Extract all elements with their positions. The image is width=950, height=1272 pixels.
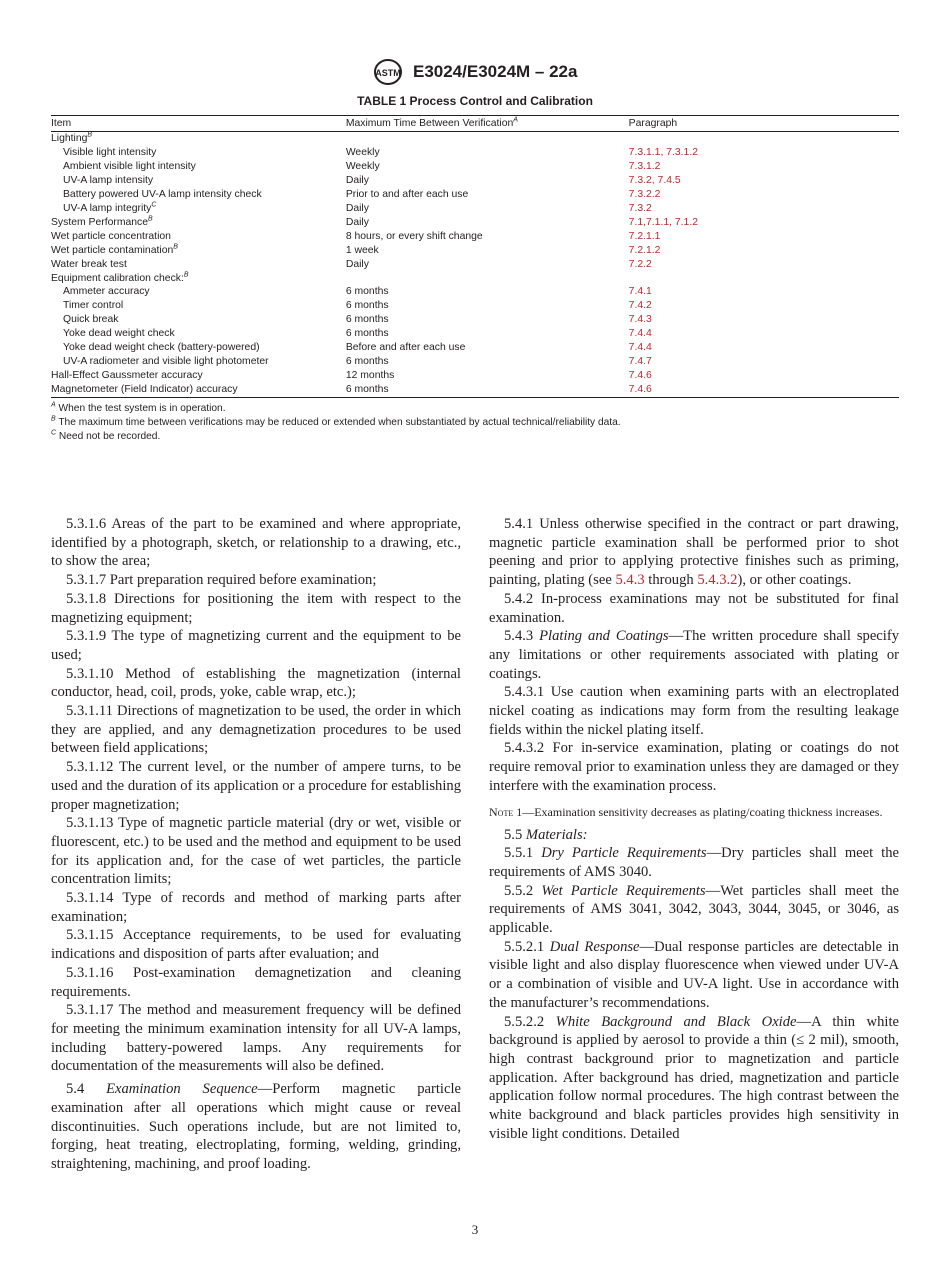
item-label: Wet particle concentration: [51, 230, 171, 242]
paragraph: 5.3.1.16 Post-examination demagnetization and cleaning requirements.: [51, 964, 461, 1000]
item-label: Yoke dead weight check (battery-powered): [63, 342, 260, 354]
table-cell-item: [51, 244, 346, 258]
table-row: [51, 160, 899, 174]
table-cell-item: [51, 285, 346, 299]
table-cell-time: 6 months: [345, 314, 389, 326]
paragraph-materials: [489, 826, 899, 845]
table-cell-time: [346, 272, 629, 286]
section-number: 5.5.2.1: [504, 938, 545, 955]
paragraph: [489, 515, 899, 590]
footnote-mark: B: [51, 415, 56, 423]
item-label: Magnetometer (Field Indicator) accuracy: [51, 384, 238, 396]
paragraph: 5.3.1.12 The current level, or the number of ampere turns, to be used and the duration of its application or a procedure for establishing proper magnetization;: [51, 759, 461, 813]
table-title: TABLE 1 Process Control and Calibration: [357, 94, 593, 108]
paragraph: 5.3.1.15 Acceptance requirements, to be used for evaluating indications and disposition of parts after evaluation; and: [51, 927, 461, 963]
svg-text:ASTM: ASTM: [374, 68, 401, 78]
item-label: Quick break: [63, 314, 119, 326]
paragraph: 5.3.1.6 Areas of the part to be examined and where appropriate, identified by a photograph, sketch, or relationship to a drawing, etc., to show the area;: [51, 516, 461, 570]
footnote-mark: B: [183, 271, 189, 279]
footnote-mark: B: [148, 215, 153, 223]
table-cell-time: Daily: [345, 258, 369, 270]
table-cell-paragraph[interactable]: 7.3.2.2: [628, 188, 661, 200]
cross-reference-link[interactable]: 5.4.3: [615, 572, 645, 589]
section-title: White Background and Black Oxide: [555, 1013, 797, 1030]
right-text-column: [489, 515, 899, 1144]
table-cell-time: Daily: [345, 216, 369, 228]
paragraph-text: ), or other coatings.: [737, 572, 852, 589]
section-text: —Dry particles shall meet the requirements of AMS 3040.: [489, 845, 899, 880]
table-cell-time: 6 months: [345, 328, 389, 340]
section-number: 5.5: [504, 826, 523, 843]
section-title: Wet Particle Requirements: [541, 882, 706, 899]
section-text: —Perform magnetic particle examination after all operations which might cause or reveal discontinuities. Such operations include, but are not limited to, forging, heat treating, electroplating, forming, welding, grinding, straightening, machining, and proof loading.: [51, 1081, 461, 1172]
table-cell-paragraph[interactable]: 7.2.2: [628, 258, 652, 270]
table-cell-item: [51, 258, 346, 272]
table-footnotes: [51, 402, 899, 444]
table-cell-item: [51, 202, 346, 216]
table-cell-time: Weekly: [345, 146, 380, 158]
paragraph: 5.3.1.17 The method and measurement frequency will be defined for meeting the minimum examination intensity for all UV-A lamps, including battery-powered lamps. Any requirements for documentation of the measurements will also be defined.: [51, 1002, 461, 1075]
footnote-mark: C: [51, 429, 57, 437]
section-title: Plating and Coatings: [539, 628, 669, 645]
table-cell-item: [51, 341, 346, 355]
footnote-text: Need not be recorded.: [58, 431, 161, 442]
table-cell-item: [51, 160, 346, 174]
item-label: Yoke dead weight check: [63, 328, 175, 340]
paragraph: 5.3.1.8 Directions for positioning the item with respect to the magnetizing equipment;: [51, 590, 461, 626]
table-row: [51, 272, 899, 286]
table-cell-paragraph[interactable]: 7.4.2: [628, 300, 652, 312]
table-row: [51, 146, 899, 160]
table-row: [51, 369, 899, 383]
table-cell-paragraph[interactable]: 7.2.1.2: [628, 244, 661, 256]
process-control-table: [51, 115, 899, 398]
paragraph: 5.3.1.13 Type of magnetic particle material (dry or wet, visible or fluorescent, etc.) to be used and the method and equipment to be used for its application and, for the case of wet particles, the particle concentration limits;: [51, 815, 461, 888]
table-row: [51, 174, 899, 188]
footnote: [51, 416, 899, 430]
table-cell-time: 6 months: [345, 300, 389, 312]
section-text: —Dual response particles are detectable in visible light and also display fluorescence when viewed under UV-A or a combination of visible and UV-A light. Use in accordance with the manufacturer’s recommendations.: [489, 938, 899, 1011]
paragraph: 5.4.3.1 Use caution when examining parts with an electroplated nickel coating as indications may form from the resulting leakage fields within the nickel plating itself.: [489, 684, 899, 738]
item-label: UV-A lamp integrity: [63, 202, 152, 214]
note-text: —Examination sensitivity decreases as plating/coating thickness increases.: [522, 804, 883, 819]
paragraph: 5.3.1.14 Type of records and method of marking parts after examination;: [51, 890, 461, 925]
table-cell-paragraph[interactable]: 7.3.1.2: [628, 160, 661, 172]
document-designation: E3024/E3024M – 22a: [412, 62, 578, 81]
table-cell-paragraph[interactable]: 7.3.2: [628, 202, 652, 214]
column-header-max-time: [346, 116, 629, 132]
table-cell-paragraph[interactable]: 7.4.7: [628, 356, 652, 368]
table-cell-item: [51, 327, 346, 341]
column-header-max-time-label: Maximum Time Between Verification: [345, 118, 514, 129]
table-cell-paragraph[interactable]: [629, 132, 899, 146]
table-cell-time: Before and after each use: [345, 342, 466, 354]
table-cell-time: 6 months: [345, 356, 389, 368]
footnote-text: When the test system is in operation.: [58, 403, 226, 414]
table-row: [51, 341, 899, 355]
paragraph-white-background: [489, 1013, 899, 1144]
item-label: UV-A lamp intensity: [63, 174, 154, 186]
table-cell-item: [51, 369, 346, 383]
item-label: UV-A radiometer and visible light photometer: [63, 356, 269, 368]
paragraph: 5.3.1.10 Method of establishing the magnetization (internal conductor, head, coil, prods, yoke, cable wrap, etc.);: [51, 665, 461, 701]
table-row: [51, 216, 899, 230]
item-label: Visible light intensity: [63, 146, 157, 158]
paragraph: 5.3.1.7 Part preparation required before examination;: [66, 572, 377, 589]
footnote-mark: B: [173, 243, 178, 251]
table-cell-item: [51, 355, 346, 369]
footnote-text: The maximum time between verifications may be reduced or extended when substantiated by actual technical/reliability data.: [58, 417, 621, 428]
table-cell-time: 1 week: [345, 244, 379, 256]
table-cell-item: [51, 174, 346, 188]
table-cell-paragraph[interactable]: 7.4.4: [628, 342, 652, 354]
paragraph: 5.3.1.11 Directions of magnetization to be used, the order in which they are applied, and any demagnetization procedures to be used between field applications;: [51, 703, 461, 757]
section-number: 5.5.1: [504, 845, 534, 862]
footnote-mark: A: [51, 401, 56, 409]
section-number: 5.4: [66, 1081, 85, 1098]
section-text: —Wet particles shall meet the requirements of AMS 3041, 3042, 3043, 3044, 3045, or 3046, as applicable.: [489, 882, 899, 937]
table-cell-item: [51, 188, 346, 202]
table-cell-time: Daily: [345, 202, 369, 214]
table-row: [51, 355, 899, 369]
item-label: Ammeter accuracy: [63, 286, 150, 298]
table-cell-paragraph[interactable]: 7.4.1: [628, 286, 652, 298]
table-cell-paragraph[interactable]: 7.1,7.1.1, 7.1.2: [628, 216, 698, 228]
paragraph-dual-response: [489, 938, 899, 1013]
table-cell-time: 6 months: [346, 383, 629, 397]
table-row: [51, 132, 899, 146]
table-cell-paragraph[interactable]: 7.4.6: [629, 383, 899, 397]
table-row: [51, 285, 899, 299]
table-row: [51, 299, 899, 313]
section-title: Dual Response: [549, 938, 640, 955]
table-cell-paragraph[interactable]: 7.4.4: [628, 328, 652, 340]
table-cell-item: [51, 132, 346, 146]
table-cell-time: [346, 132, 629, 146]
paragraph-text: through: [644, 572, 698, 589]
page-number: 3: [471, 1222, 479, 1237]
paragraph: 5.4.2 In-process examinations may not be substituted for final examination.: [489, 590, 899, 626]
table-row: [51, 383, 899, 397]
table-cell-paragraph[interactable]: 7.3.2, 7.4.5: [628, 174, 681, 186]
table-row: [51, 244, 899, 258]
footnote: [51, 430, 899, 444]
item-label: Water break test: [51, 258, 127, 270]
item-label: Equipment calibration check:: [51, 272, 184, 284]
astm-logo-icon: [373, 58, 403, 86]
page-header: [0, 58, 950, 86]
section-text: —The written procedure shall specify any limitations or other requirements associated with plating or coatings.: [489, 628, 899, 682]
section-title: Examination Sequence: [106, 1081, 258, 1098]
footnote-mark: C: [151, 201, 157, 209]
table-row: [51, 188, 899, 202]
paragraph-text: 5.4.1 Unless otherwise specified in the contract or part drawing, magnetic particle examination shall be performed prior to shot peening and prior to applying protective finishes such as priming, painting, plating (see: [489, 516, 899, 589]
section-number: 5.5.2: [504, 882, 534, 899]
footnote: [51, 402, 899, 416]
left-text-column: [51, 515, 461, 1174]
table-cell-time: 12 months: [345, 370, 395, 382]
table-cell-item: [51, 230, 346, 244]
section-title: Materials:: [525, 826, 588, 843]
item-label: Lighting: [51, 133, 88, 144]
item-label: Battery powered UV-A lamp intensity check: [63, 188, 262, 200]
table-row: [51, 230, 899, 244]
table-cell-paragraph[interactable]: 7.3.1.1, 7.3.1.2: [628, 146, 698, 158]
table-row: [51, 313, 899, 327]
table-cell-item: [51, 313, 346, 327]
table-cell-paragraph[interactable]: 7.4.3: [628, 314, 652, 326]
table-cell-time: Weekly: [345, 160, 380, 172]
table-cell-item: [51, 216, 346, 230]
item-label: Hall-Effect Gaussmeter accuracy: [51, 370, 203, 382]
section-text: —A thin white background is applied by aerosol to provide a thin (≤ 2 mil), smooth, high contrast background prior to magnetization and particle application. After background has dried, magnetization and particle application follow normal procedures. The high contrast between the white background and black particles provides high sensitivity in visible light conditions. Detailed: [489, 1013, 899, 1142]
table-cell-item: [51, 299, 346, 313]
table-cell-item: [51, 383, 346, 397]
paragraph-plating-coatings: [489, 627, 899, 683]
column-header-paragraph: Paragraph: [629, 116, 899, 132]
table-row: [51, 258, 899, 272]
paragraph: 5.3.1.9 The type of magnetizing current and the equipment to be used;: [51, 628, 461, 663]
table-cell-time: 8 hours, or every shift change: [345, 230, 483, 242]
table-cell-paragraph[interactable]: 7.2.1.1: [628, 230, 661, 242]
footnote-mark: B: [87, 131, 93, 139]
section-number: 5.5.2.2: [504, 1013, 545, 1030]
note: [489, 804, 899, 820]
note-label: Note 1: [489, 804, 523, 819]
table-cell-paragraph[interactable]: 7.4.6: [628, 370, 652, 382]
paragraph-dry-particle: [489, 844, 899, 881]
footnote-mark: A: [513, 116, 518, 124]
table-cell-time: Prior to and after each use: [345, 188, 469, 200]
item-label: Ambient visible light intensity: [63, 160, 196, 172]
table-cell-item: [51, 146, 346, 160]
section-number: 5.4.3: [504, 628, 534, 645]
item-label: Wet particle contamination: [51, 244, 174, 256]
table-cell-paragraph[interactable]: [629, 272, 899, 286]
paragraph: 5.4.3.2 For in-service examination, plating or coatings do not require removal prior to examination unless they are damaged or they interfere with the examination process.: [489, 740, 899, 794]
item-label: System Performance: [51, 216, 149, 228]
table-cell-time: Daily: [345, 174, 369, 186]
item-label: Timer control: [63, 300, 124, 312]
section-title: Dry Particle Requirements: [541, 845, 707, 862]
table-row: [51, 327, 899, 341]
table-row: [51, 202, 899, 216]
table-cell-item: [51, 272, 346, 286]
column-header-item: Item: [51, 116, 346, 132]
table-header-row: [51, 116, 899, 132]
table-cell-time: 6 months: [345, 286, 389, 298]
paragraph-examination-sequence: [51, 1080, 461, 1174]
paragraph-wet-particle: [489, 882, 899, 938]
cross-reference-link[interactable]: 5.4.3.2: [697, 572, 738, 589]
